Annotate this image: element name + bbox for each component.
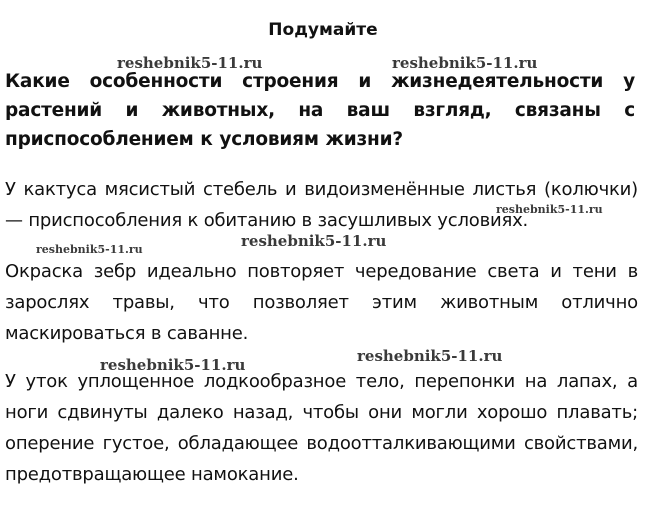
question-text: Какие особенности строения и жизнедеятельности у растений и животных, на ваш взгляд, связаны с приспособлением к условиям жизни? bbox=[5, 71, 635, 150]
watermark: reshebnik5-11.ru bbox=[117, 54, 263, 72]
watermark: reshebnik5-11.ru bbox=[392, 54, 538, 72]
watermark: reshebnik5-11.ru bbox=[36, 243, 143, 256]
watermark: reshebnik5-11.ru bbox=[357, 347, 503, 365]
watermark: reshebnik5-11.ru bbox=[496, 203, 603, 216]
watermark: reshebnik5-11.ru bbox=[100, 356, 246, 374]
answer-paragraph-cactus: У кактуса мясистый стебель и видоизменённые листья (колючки) — приспособления к обитанию в засушливых условиях. bbox=[5, 179, 638, 231]
section-title: Подумайте bbox=[268, 20, 378, 40]
answer-paragraph-duck: У уток уплощенное лодкообразное тело, перепонки на лапах, а ноги сдвинуты далеко назад, чтобы они могли хорошо плавать; оперение густое, обладающее водоотталкивающими свойствами, предотвращающее намокание. bbox=[5, 371, 638, 485]
answer-paragraph-zebra: Окраска зебр идеально повторяет чередование света и тени в зарослях травы, что позволяет этим животным отлично маскироваться в саванне. bbox=[5, 261, 638, 344]
watermark: reshebnik5-11.ru bbox=[241, 232, 387, 250]
